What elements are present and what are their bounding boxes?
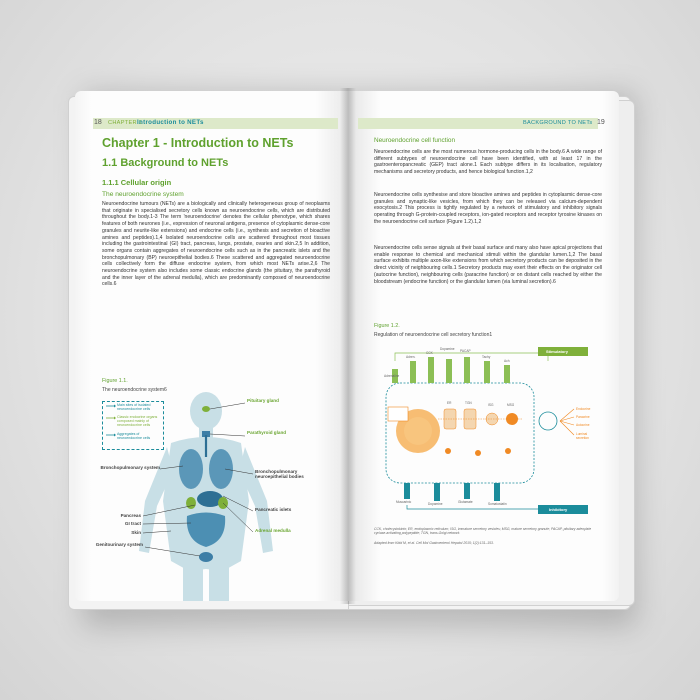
figure-adapted: Adapted from Kidd M, et al. Cell Mol Gastroenterol Hepatol 2015; 1(2):131–153.: [374, 541, 494, 545]
legend-item-classic: Classic endocrine organs composed mainly of neuroendocrine cells: [117, 415, 158, 428]
figure-1-1-label: Figure 1.1.: [102, 378, 128, 384]
receptor-bottom-1: Muscarinic: [396, 500, 412, 504]
right-page: [348, 91, 619, 601]
figure-1-2-label: Figure 1.2.: [374, 323, 400, 329]
secretion-diagram: [348, 91, 619, 601]
stimulatory-label: Stimulatory: [546, 349, 569, 354]
exocytosis-ring: [539, 412, 557, 430]
subsection-title: 1.1.1 Cellular origin: [102, 178, 172, 187]
label-pancreas: Pancreas: [120, 513, 141, 518]
left-page: [75, 91, 348, 601]
label-adrenal-medulla: Adrenal medulla: [255, 528, 291, 533]
subsubsection-title: The neuroendocrine system: [102, 191, 184, 198]
receptor-top-1: Adrenaline: [384, 374, 400, 378]
label-bronchopulmonary: Bronchopulmonary system: [100, 465, 160, 470]
right-paragraph-2: Neuroendocrine cells synthesise and store bioactive amines and peptides in cytoplasmic dense-core granules and synaptic-like vesicles, from which they can be released via calcium-dependent exocytosis.2 This process is tightly regulated by a network of stimulatory and inhibitory signals operating through G-protein-coupled receptors, ion-gated receptors and receptor tyrosine kinases on the neuroendocrine cell surface (Figure 1.2).1,2: [374, 192, 602, 225]
output-endocrine: Endocrine: [576, 407, 591, 411]
compartment-msg: MSG: [507, 403, 515, 407]
adrenal-organ-left: [186, 497, 196, 509]
compartment-isg: ISG: [488, 403, 494, 407]
chapter-title: Chapter 1 - Introduction to NETs: [102, 136, 294, 150]
receptor-top-6: Tachy: [482, 355, 491, 359]
receptor-bottom-4: Somatostatin: [488, 502, 507, 506]
output-arrows: [560, 409, 574, 435]
legend-item-isolated: Main sites of isolated neuroendocrine cells: [117, 403, 151, 412]
figure-1-2-caption: Regulation of neuroendocrine cell secretory function1: [374, 332, 493, 338]
compartment-er: ER: [447, 401, 452, 405]
left-paragraph: Neuroendocrine tumours (NETs) are a biologically and clinically heterogeneous group of neoplasms that originate in specialised secretory cells known as neuroendocrine cells, which are distributed throughout the body.1-3 The term 'neuroendocrine' denotes the cellular phenotype, which shares features of both neurones (i.e., expression of neuronal antigens, presence of cytoplasmic dense-core granules and neurite-like extensions) and endocrine cells (i.e., synthesis and secretion of bioactive amines and peptides).1,4 Isolated neuroendocrine cells are scattered throughout most tissues including the gastrointestinal (GI) tract, pancreas, lungs, prostate, ovaries and skin.2,5 In addition, some organs contain aggregates of neuroendocrine cells such as in the pancreatic islets and the bronchopulmonary (BP) neuroepithelial bodies.6 These scattered and aggregated neuroendocrine cells collectively form the diffuse endocrine system, from which most NETs arise.2,6 The neuroendocrine system also includes some classic endocrine glands (the pituitary, the parathyroid and the inner layer of the adrenal medulla), which are predominantly composed of neuroendocrine cells.6: [102, 201, 330, 288]
receptor-bottom-2: Dopamine: [428, 502, 443, 506]
lung-left: [179, 449, 203, 489]
right-page-number: 19: [597, 119, 605, 126]
inhibitory-label: Inhibitory: [549, 507, 568, 512]
output-paracrine: Paracrine: [576, 415, 590, 419]
lung-right: [209, 449, 233, 489]
bladder-organ: [199, 552, 213, 562]
left-page-number: 18: [94, 119, 102, 126]
output-autocrine: Autocrine: [576, 423, 590, 427]
receptor-top-5: PACAP: [460, 349, 471, 353]
right-paragraph-1: Neuroendocrine cells are the most numerous hormone-producing cells in the body.6 A wide range of different subtypes of neuroendocrine cell have been identified, with at least 17 in the gastroenteropancreatic (GEP) tract alone.1 Each subtype differs in its localisation, regulatory mechanisms and secretory products, and hence biological function.1,2: [374, 149, 602, 176]
compartment-tgn: TGN: [465, 401, 472, 405]
label-parathyroid: Parathyroid gland: [247, 430, 287, 435]
pituitary-organ: [202, 406, 210, 412]
output-luminal: Luminal secretion: [576, 432, 589, 440]
figure-footnote: CCK, cholecystokinin; ER, endoplasmic reticulum; ISG, immature secretory vesicles; MSG, mature secretory granule; PACAP, pituitary adenylate cyclase-activating polypeptide; TGN, trans-Golgi network.: [374, 527, 592, 536]
receptor-top-3: CCK: [426, 351, 433, 355]
label-gi-tract: GI tract: [124, 521, 141, 526]
receptors-bottom: [404, 483, 500, 501]
left-header-title: Introduction to NETs: [137, 119, 204, 126]
label-pituitary: Pituitary gland: [247, 398, 279, 403]
receptors-top: [392, 357, 510, 383]
right-paragraph-3: Neuroendocrine cells sense signals at their basal surface and many also have apical projections that enable response to chemical and mechanical stimuli within the glandular lumen.1,2 The basal surface exhibits multiple axon-like extensions from which secretory products can be deposited in the direct vicinity of neighbouring cells.1 Secretory products may exert their effects on the originator cell (autocrine function), neighbouring cells (paracrine function) or on distant cells reached by either the bloodstream (endocrine function) or the glandular lumen (via luminal secretion).6: [374, 245, 602, 285]
label-genitourinary: Genitourinary system: [95, 542, 143, 547]
label-bp-bodies: Bronchopulmonary neuroepithelial bodies: [255, 469, 304, 480]
left-header-chapter: CHAPTER 1: [108, 120, 143, 126]
book-gutter: [340, 88, 356, 604]
figure-1-1-caption: The neuroendocrine system6: [102, 387, 167, 393]
section-title: 1.1 Background to NETs: [102, 157, 229, 169]
legend-item-aggregates: Aggregates of neuroendocrine cells: [117, 432, 151, 441]
organelles: [438, 409, 522, 456]
receptor-top-7: Ach: [504, 359, 510, 363]
label-skin: Skin: [131, 530, 141, 535]
right-header-title: BACKGROUND TO NETs: [523, 120, 593, 126]
cell-function-heading: Neuroendocrine cell function: [374, 137, 455, 144]
label-pancreatic-islets: Pancreatic islets: [255, 507, 292, 512]
receptor-top-4: Dopamine: [440, 347, 455, 351]
receptor-top-2: Adren.: [406, 355, 416, 359]
receptor-bottom-3: Glutamate: [458, 500, 473, 504]
